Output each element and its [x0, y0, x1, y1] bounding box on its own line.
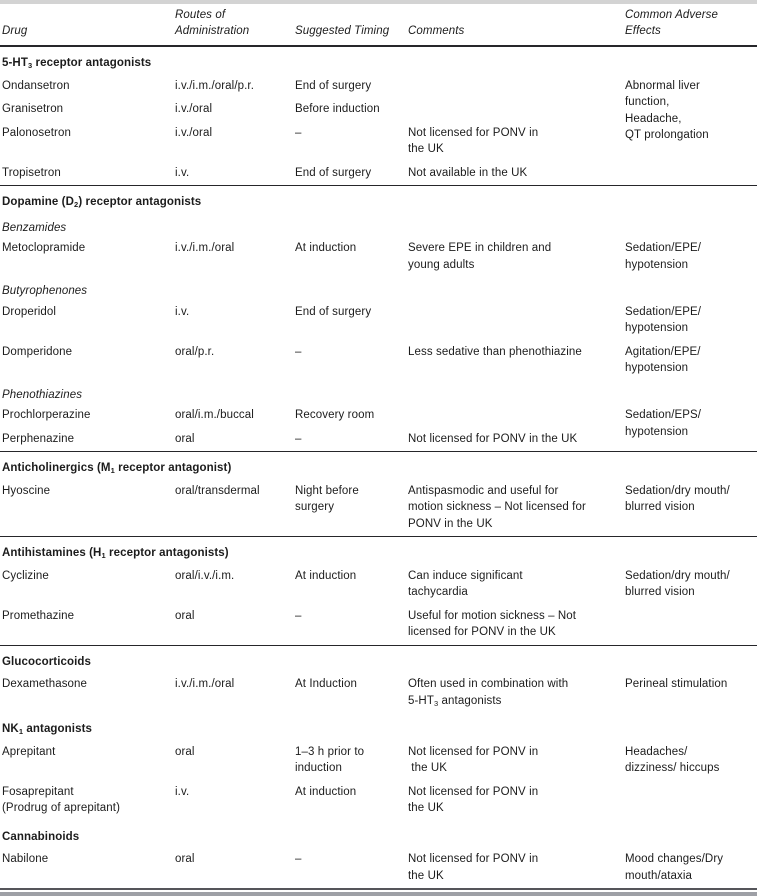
drug-cell: Ondansetron [2, 79, 70, 92]
section-title: Antihistamines ($H_1$ receptor antagonists) [0, 537, 757, 565]
timing-cell: – [295, 345, 302, 358]
timing-cell: At induction [295, 785, 357, 798]
adverse-cell: Sedation/dry mouth/ blurred vision [625, 569, 730, 598]
section-header-row [0, 821, 757, 849]
subsection-row [0, 381, 757, 405]
routes-cell: oral/transdermal [175, 484, 260, 497]
comments-cell: Not licensed for PONV in the UK [408, 853, 539, 882]
adverse-cell: Perineal stimulation [625, 678, 728, 690]
section-title: $5-HT_3$ receptor antagonists [2, 57, 152, 70]
section-title: Dopamine $(D_2)$ receptor antagonists [0, 186, 757, 214]
timing-cell: End of surgery [295, 305, 372, 318]
routes-cell: oral [175, 745, 195, 758]
column-header-comments: Comments [408, 4, 625, 46]
comments-cell: Not licensed for PONV in the UK [408, 432, 578, 445]
routes-cell: i.v./i.m./oral [175, 242, 235, 254]
section-header-row [0, 452, 757, 480]
drug-cell: Aprepitant [2, 745, 56, 758]
section-title: $NK_1$ antagonists [2, 723, 93, 736]
section-title: Glucocorticoids [0, 645, 757, 673]
comments-cell: Antispasmodic and useful for motion sickness – Not licensed for PONV in the UK [408, 484, 586, 530]
routes-cell: oral [175, 609, 195, 622]
column-header-timing: Suggested Timing [295, 4, 408, 46]
routes-cell: i.v./oral [175, 103, 213, 115]
adverse-cell: Sedation/dry mouth/ blurred vision [625, 484, 730, 513]
section-header-row [0, 46, 757, 75]
table-body [0, 46, 757, 889]
column-header-routes: Routes of Administration [175, 4, 295, 46]
comments-cell: Not available in the UK [408, 166, 528, 179]
routes-cell: i.v. [175, 785, 190, 798]
adverse-cell: Sedation/EPS/ hypotension [625, 409, 702, 438]
adverse-cell: Sedation/EPE/ hypotension [625, 305, 702, 334]
drug-cell: Dexamethasone [2, 678, 88, 690]
adverse-cell: Sedation/EPE/ hypotension [625, 242, 702, 271]
comments-cell: Not licensed for PONV in the UK [408, 785, 539, 814]
comments-cell: Less sedative than phenothiazine [408, 345, 582, 358]
timing-cell: Night before surgery [295, 484, 359, 513]
comments-cell: Severe EPE in children and young adults [408, 242, 552, 271]
drug-row [0, 480, 757, 537]
column-header-adverse: Common Adverse Effects [625, 4, 757, 46]
subsection-row [0, 214, 757, 238]
timing-cell: – [295, 432, 302, 445]
comments-cell [408, 98, 625, 122]
comments-cell: Can induce significant tachycardia [408, 569, 523, 598]
column-header-drug: Drug [0, 4, 175, 46]
routes-cell: oral [175, 853, 195, 865]
timing-cell: End of surgery [295, 166, 372, 179]
timing-cell: At Induction [295, 678, 357, 690]
drug-row [0, 75, 757, 99]
subsection-title: Phenothiazines [2, 388, 83, 401]
drug-cell: Perphenazine [2, 432, 75, 445]
comments-cell [408, 301, 625, 341]
adverse-cell: Mood changes/Dry mouth/ataxia [625, 853, 724, 882]
routes-cell: oral/i.v./i.m. [175, 569, 235, 582]
adverse-cell: Headaches/ dizziness/ hiccups [625, 745, 720, 774]
routes-cell: i.v./i.m./oral/p.r. [175, 79, 255, 92]
adverse-cell: Abnormal liver function, Headache, QT prolongation [625, 79, 709, 141]
timing-cell: Before induction [295, 103, 380, 115]
section-title: Anticholinergics ($M_1$ receptor antagonist) [0, 452, 757, 480]
section-header-row [0, 713, 757, 741]
section-header-row [0, 537, 757, 565]
drug-row [0, 565, 757, 605]
timing-cell: – [295, 609, 302, 622]
drug-row [0, 673, 757, 713]
timing-cell: – [295, 126, 302, 139]
drug-cell: Tropisetron [2, 166, 61, 179]
drug-cell: Nabilone [2, 853, 49, 865]
drug-row [0, 341, 757, 381]
drug-cell: Domperidone [2, 345, 73, 358]
page-bottom-rule [0, 892, 757, 896]
drug-cell: Promethazine [2, 609, 75, 622]
comments-cell: Not licensed for PONV in the UK [408, 745, 539, 774]
subsection-title: Butyrophenones [2, 285, 88, 297]
subsection-title: Benzamides [2, 221, 67, 234]
drug-cell: Granisetron [2, 103, 64, 115]
drug-row [0, 741, 757, 781]
subsection-row [0, 277, 757, 301]
drug-row [0, 301, 757, 341]
adverse-cell [625, 605, 757, 646]
comments-cell: Not licensed for PONV in the UK [408, 126, 539, 155]
drug-cell: Cyclizine [2, 569, 49, 582]
drug-cell: Fosaprepitant (Prodrug of aprepitant) [2, 785, 121, 814]
adverse-cell: Agitation/EPE/ hypotension [625, 345, 701, 374]
drug-cell: Hyoscine [2, 484, 51, 497]
routes-cell: i.v./oral [175, 126, 213, 139]
routes-cell: oral [175, 432, 195, 445]
timing-cell: At induction [295, 242, 357, 254]
antiemetic-drugs-table [0, 4, 757, 890]
drug-cell: Palonosetron [2, 126, 71, 139]
routes-cell: i.v. [175, 305, 190, 318]
section-header-row [0, 186, 757, 214]
timing-cell: – [295, 853, 302, 865]
routes-cell: i.v. [175, 166, 190, 179]
drug-row [0, 605, 757, 646]
routes-cell: i.v./i.m./oral [175, 678, 235, 690]
drug-cell: Metoclopramide [2, 242, 86, 254]
drug-row [0, 848, 757, 889]
drug-row [0, 237, 757, 277]
comments-cell: Often used in combination with $5-HT_3$ antagonists [408, 678, 569, 708]
table-header-row [0, 4, 757, 46]
table-header [0, 4, 757, 46]
timing-cell: End of surgery [295, 79, 372, 92]
timing-cell: 1–3 h prior to induction [295, 745, 365, 774]
comments-cell [408, 75, 625, 99]
timing-cell: Recovery room [295, 409, 375, 421]
comments-cell [408, 404, 625, 428]
routes-cell: oral/p.r. [175, 345, 215, 358]
section-header-row [0, 645, 757, 673]
adverse-cell [625, 781, 757, 821]
drug-row [0, 404, 757, 428]
drug-cell: Droperidol [2, 305, 57, 318]
drug-cell: Prochlorperazine [2, 409, 91, 421]
timing-cell: At induction [295, 569, 357, 582]
drug-row [0, 781, 757, 821]
comments-cell: Useful for motion sickness – Not licensed for PONV in the UK [408, 609, 577, 638]
routes-cell: oral/i.m./buccal [175, 409, 254, 421]
section-title: Cannabinoids [2, 830, 80, 843]
